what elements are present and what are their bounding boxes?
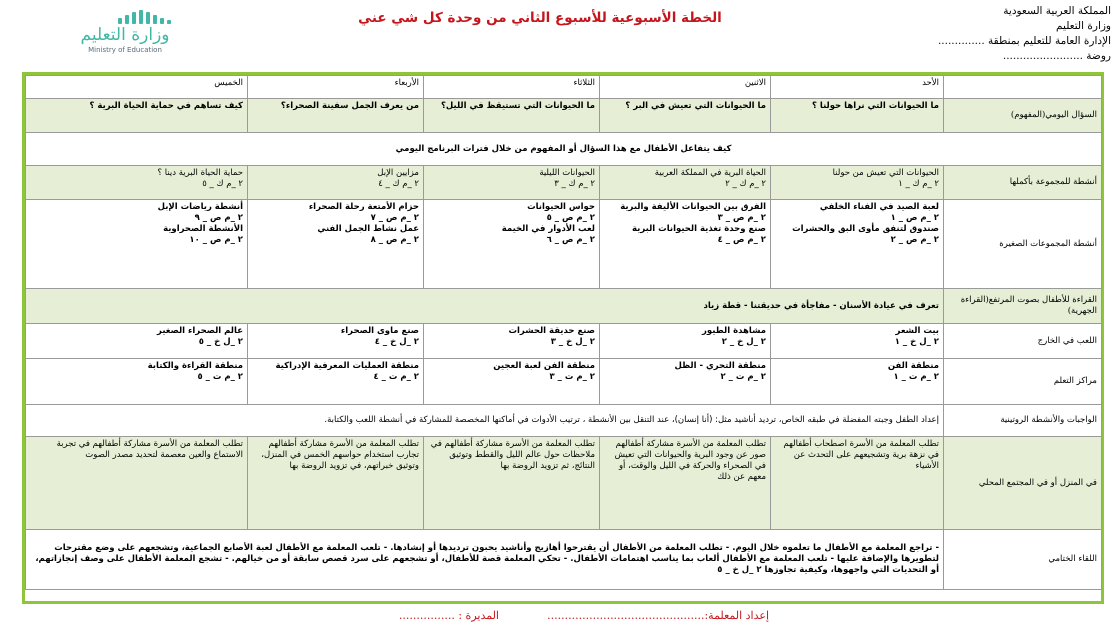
activity-cell — [771, 359, 944, 405]
activity-title: عمل نشاط الجمل الفني — [317, 224, 419, 234]
activity-title: صنع حديقة الحشرات — [508, 326, 595, 336]
activity-cell — [248, 324, 424, 359]
closing-text: - تراجع المعلمة مع الأطفال ما تعلموه خلال اليوم. - تطلب المعلمة من الأطفال أن يقترحوا أهازيج وأناشيد يحبون ترديدها أو إنشادها. - تلعب المعلمة مع الأطفال لعبة الأصابع الجماعية، وتشجعهم على وضع مقترحات لتطويرها والإضافة عليها - تلعب المعلمة مع الأطفال ألعاب بما يناسب اهتمامات الأطفال. - تحكي المعلمة قصة للأطفال، أو تشجعهم على سرد قصص سابقة أو من خيالهم. - تشجع المعلمة الأطفال على وصف إنجازاتهم، أو التحديات التي واجهوها، وكيفية تجاوزها ٢ _ل خ _ ٥ — [26, 530, 944, 590]
outdoor-row — [26, 324, 1102, 359]
activity-code: ٢ _م ص _ ٧ — [370, 213, 419, 223]
question-cell: ما الحيوانات التي تعيش في البر ؟ — [600, 99, 771, 133]
ministry-block — [881, 4, 1111, 64]
activity-code: ٢ _م ت _ ٢ — [720, 372, 766, 382]
activity-cell — [424, 359, 600, 405]
activity-code: ٢ _م ص _ ٤ — [717, 235, 766, 245]
activity-title: الحيوانات التي تعيش من حولنا — [832, 168, 939, 178]
banner-text: كيف يتفاعل الأطفال مع هذا السؤال أو المفهوم من خلال فترات البرنامج اليومي — [26, 133, 1102, 166]
home-cell: تطلب المعلمة من الأسرة مشاركة أطفالهم صور عن وجود البرية والحيوانات التي تعيش في الصحراء والحركة في الليل والوقت، أو معهم عن ذلك — [600, 437, 771, 530]
activity-code: ٢ _م ت _ ٥ — [197, 372, 243, 382]
row-label: في المنزل أو في المجتمع المحلي — [944, 437, 1102, 530]
banner-row — [26, 133, 1102, 166]
reading-row — [26, 289, 1102, 324]
activity-cell — [248, 166, 424, 200]
activity-code: ٢ _م ك _ ٢ — [725, 179, 766, 189]
activity-cell — [248, 200, 424, 289]
question-cell: كيف تساهم في حماية الحياة البرية ؟ — [26, 99, 248, 133]
page-footer — [0, 607, 1119, 628]
row-label: اللعب في الخارج — [944, 324, 1102, 359]
row-label: القراءة للأطفال بصوت المرتفع(القراءة الجهرية) — [944, 289, 1102, 324]
days-row — [26, 76, 1102, 99]
director-signature: المديرة : ................ — [398, 609, 499, 622]
activity-cell — [600, 166, 771, 200]
activity-cell — [600, 200, 771, 289]
row-label: أنشطة للمجموعة بأكملها — [944, 166, 1102, 200]
routine-text: إعداد الطفل وجبته المفضلة في طبقه الخاص، ترديد أناشيد مثل: (أنا إنسان)، عند التنقل بين الأنشطة ، ترتيب الأدوات في أماكنها المخصصة للمشاركة في أنشطة اللعب والكتابة. — [26, 405, 944, 437]
activity-code: ٢ _م ت _ ٣ — [549, 372, 595, 382]
routine-row — [26, 405, 1102, 437]
activity-code: ٢ _م ك _ ٣ — [554, 179, 595, 189]
activity-code: ٢ _ل خ _ ٢ — [721, 337, 766, 347]
activity-cell — [26, 324, 248, 359]
day-header: الأحد — [771, 76, 944, 99]
activity-code: ٢ _م ص _ ٢ — [890, 235, 939, 245]
row-label: السؤال اليومي(المفهوم) — [944, 99, 1102, 133]
activity-title: صنع وحدة تغذية الحيوانات البرية — [632, 224, 766, 234]
activity-code: ٢ _م ك _ ٥ — [202, 179, 243, 189]
activity-title: منطقة القراءة والكتابة — [147, 361, 243, 371]
day-header: الأربعاء — [248, 76, 424, 99]
activity-cell — [26, 359, 248, 405]
weekly-plan-table — [25, 75, 1102, 590]
activity-title: أنشطة رياضات الإبل — [157, 202, 243, 212]
activity-title: صندوق لتنفق مأوى البق والحشرات — [792, 224, 939, 234]
activity-title: الحياة البرية في المملكة العربية — [654, 168, 766, 178]
activity-code: ٢ _م ص _ ١٠ — [189, 235, 243, 245]
activity-title: مزايين الإبل — [377, 168, 419, 178]
centers-row — [26, 359, 1102, 405]
activity-title: حزام الأمتعة رحلة الصحراء — [308, 202, 419, 212]
reading-text: تعرف في عيادة الأسنان - مفاجأة في حديقتنا - قطة زياد — [26, 289, 944, 324]
home-row — [26, 437, 1102, 530]
activity-title: منطقة العمليات المعرفية الإدراكية — [275, 361, 419, 371]
activity-code: ٢ _م ص _ ١ — [890, 213, 939, 223]
activity-cell — [600, 359, 771, 405]
activity-cell — [26, 200, 248, 289]
activity-code: ٢ _ل خ _ ١ — [894, 337, 939, 347]
day-header: الخميس — [26, 76, 248, 99]
ministry-line: وزارة التعليم — [1056, 20, 1111, 32]
activity-cell — [248, 359, 424, 405]
activity-title: مشاهدة الطيور — [702, 326, 766, 336]
page-header — [0, 0, 1119, 70]
activity-title: منطقة الفن لعبة العجين — [493, 361, 595, 371]
activity-cell — [771, 166, 944, 200]
question-cell: ما الحيوانات التي تستيقظ في الليل؟ — [424, 99, 600, 133]
activity-title: الأنشطة الصحراوية — [163, 224, 243, 234]
whole-group-row — [26, 166, 1102, 200]
activity-title: منطقة الفن — [887, 361, 939, 371]
ministry-line: الإدارة العامة للتعليم بمنطقة .............. — [937, 35, 1111, 47]
closing-row — [26, 530, 1102, 590]
activity-title: صنع ماوى الصحراء — [340, 326, 419, 336]
activity-title: بيت الشعر — [895, 326, 939, 336]
activity-cell — [424, 324, 600, 359]
daily-question-row — [26, 99, 1102, 133]
ministry-line: المملكة العربية السعودية — [1003, 5, 1111, 17]
activity-title: منطقة التحري - الظل — [674, 361, 766, 371]
activity-title: لعب الأدوار في الخيمة — [501, 224, 595, 234]
activity-code: ٢ _م ص _ ٨ — [370, 235, 419, 245]
activity-code: ٢ _م ك _ ١ — [898, 179, 939, 189]
ministry-logo — [70, 10, 180, 54]
activity-cell — [424, 166, 600, 200]
logo-bars-icon — [118, 10, 178, 24]
day-header: الثلاثاء — [424, 76, 600, 99]
row-label: أنشطة المجموعات الصغيرة — [944, 200, 1102, 289]
activity-code: ٢ _م ك _ ٤ — [378, 179, 419, 189]
activity-cell — [600, 324, 771, 359]
question-cell: ما الحيوانات التي نراها حولنا ؟ — [771, 99, 944, 133]
home-cell: تطلب المعلمة من الأسرة اصطحاب أطفالهم في نزهة برية وتشجيعهم على التحدث عن الأشياء — [771, 437, 944, 530]
activity-code: ٢ _م ص _ ٩ — [194, 213, 243, 223]
activity-title: الفرق بين الحيوانات الأليفة والبرية — [620, 202, 766, 212]
row-label: مراكز التعلم — [944, 359, 1102, 405]
question-cell: من يعرف الجمل سفينة الصحراء؟ — [248, 99, 424, 133]
activity-cell — [771, 324, 944, 359]
activity-title: عالم الصحراء الصغير — [157, 326, 243, 336]
row-label: اللقاء الختامي — [944, 530, 1102, 590]
activity-title: حماية الحياة البرية دينا ؟ — [157, 168, 243, 178]
activity-code: ٢ _م ت _ ٤ — [373, 372, 419, 382]
day-header: الاثنين — [600, 76, 771, 99]
activity-title: لعبة الصيد في الفناء الخلفي — [819, 202, 939, 212]
ministry-line: روضة ........................ — [1002, 50, 1111, 62]
activity-code: ٢ _م ص _ ٥ — [546, 213, 595, 223]
activity-code: ٢ _م ص _ ٣ — [717, 213, 766, 223]
activity-code: ٢ _ل خ _ ٤ — [374, 337, 419, 347]
logo-arabic: وزارة التعليم — [80, 25, 170, 45]
logo-english: Ministry of Education — [88, 46, 162, 54]
home-cell: تطلب المعلمة من الأسرة مشاركة أطفالهم في تجربة الاستماع والعين معصمة لتحديد مصدر الصوت — [26, 437, 248, 530]
row-label: الواجبات والأنشطة الروتينية — [944, 405, 1102, 437]
activity-code: ٢ _م ت _ ١ — [893, 372, 939, 382]
small-groups-row — [26, 200, 1102, 289]
page-title: الخطة الأسبوعية للأسبوع الثاني من وحدة كل شي عني — [358, 10, 722, 26]
corner-cell — [944, 76, 1102, 99]
activity-cell — [424, 200, 600, 289]
activity-title: الحيوانات الليلية — [539, 168, 595, 178]
prepared-by: إعداد المعلمة:............................................. — [547, 609, 769, 622]
home-cell: تطلب المعلمة من الأسرة مشاركة أطفالهم تجارب استخدام حواسهم الخمس في المنزل، وتوثيق خبراتهم، في تزويد الروضة بها — [248, 437, 424, 530]
home-cell: تطلب المعلمة من الأسرة مشاركة أطفالهم في ملاحظات حول عالم الليل والقطط وتوثيق النتائج، ثم تزويد الروضة بها — [424, 437, 600, 530]
activity-title: حواس الحيوانات — [527, 202, 595, 212]
activity-code: ٢ _ل خ _ ٣ — [550, 337, 595, 347]
activity-cell — [26, 166, 248, 200]
activity-code: ٢ _ل خ _ ٥ — [198, 337, 243, 347]
activity-cell — [771, 200, 944, 289]
activity-code: ٢ _م ص _ ٦ — [546, 235, 595, 245]
